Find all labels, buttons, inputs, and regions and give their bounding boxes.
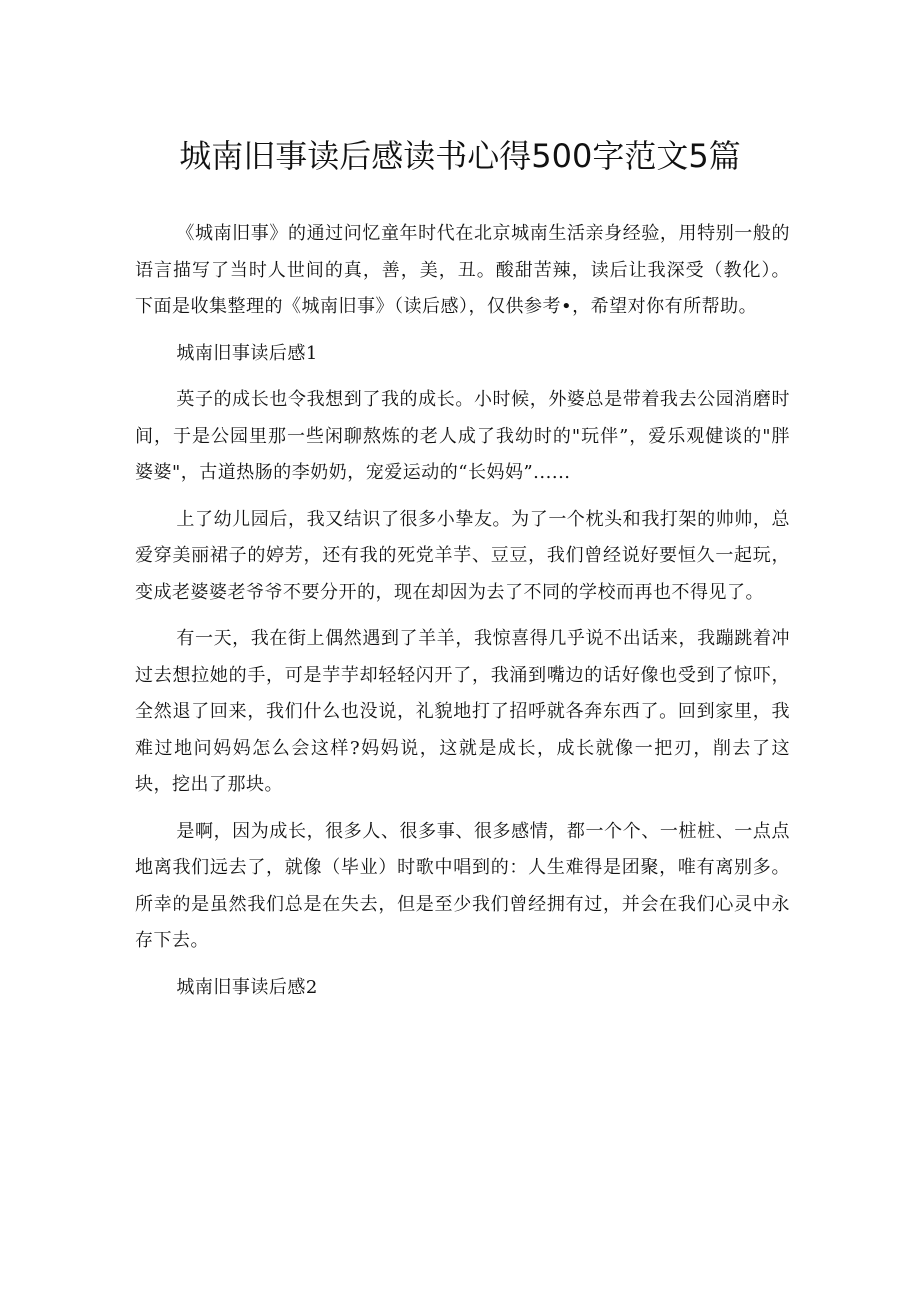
document-title: 城南旧事读后感读书心得500字范文5篇 (179, 137, 741, 175)
intro-paragraph: 《城南旧事》的通过问忆童年时代在北京城南生活亲身经验，用特别一般的语言描写了当时人世间的真，善，美，丑。酸甜苦辣，读后让我深受（教化）。下面是收集整理的《城南旧事》（读后感），仅供参考•，希望对你有所帮助。 (135, 223, 790, 317)
document-body (135, 216, 790, 1006)
section-heading-2: 城南旧事读后感2 (176, 976, 318, 998)
body-paragraph: 是啊，因为成长，很多人、很多事、很多感情，都一个个、一桩桩、一点点地离我们远去了，就像（毕业）时歌中唱到的：人生难得是团聚，唯有离别多。所幸的是虽然我们总是在失去，但是至少我们曾经拥有过，并会在我们心灵中永存下去。 (135, 820, 790, 951)
body-paragraph: 有一天，我在街上偶然遇到了羊羊，我惊喜得几乎说不出话来，我蹦跳着冲过去想拉她的手，可是芋芋却轻轻闪开了，我涌到嘴边的话好像也受到了惊吓，全然退了回来，我们什么也没说，礼貌地打了招呼就各奔东西了。回到家里，我难过地问妈妈怎么会这样?妈妈说，这就是成长，成长就像一把刃，削去了这块，挖出了那块。 (135, 628, 790, 795)
body-paragraph: 英子的成长也令我想到了我的成长。小时候，外婆总是带着我去公园消磨时间，于是公园里那一些闲聊熬炼的老人成了我幼时的"玩伴”，爱乐观健谈的"胖婆婆"，古道热肠的李奶奶，宠爱运动的“长妈妈”...... (135, 389, 790, 483)
body-paragraph: 上了幼儿园后，我又结识了很多小挚友。为了一个枕头和我打架的帅帅，总爱穿美丽裙子的婷芳，还有我的死党羊芋、豆豆，我们曾经说好要恒久一起玩，变成老婆婆老爷爷不要分开的，现在却因为去了不同的学校而再也不得见了。 (135, 508, 790, 603)
section-heading-1: 城南旧事读后感1 (176, 342, 318, 364)
